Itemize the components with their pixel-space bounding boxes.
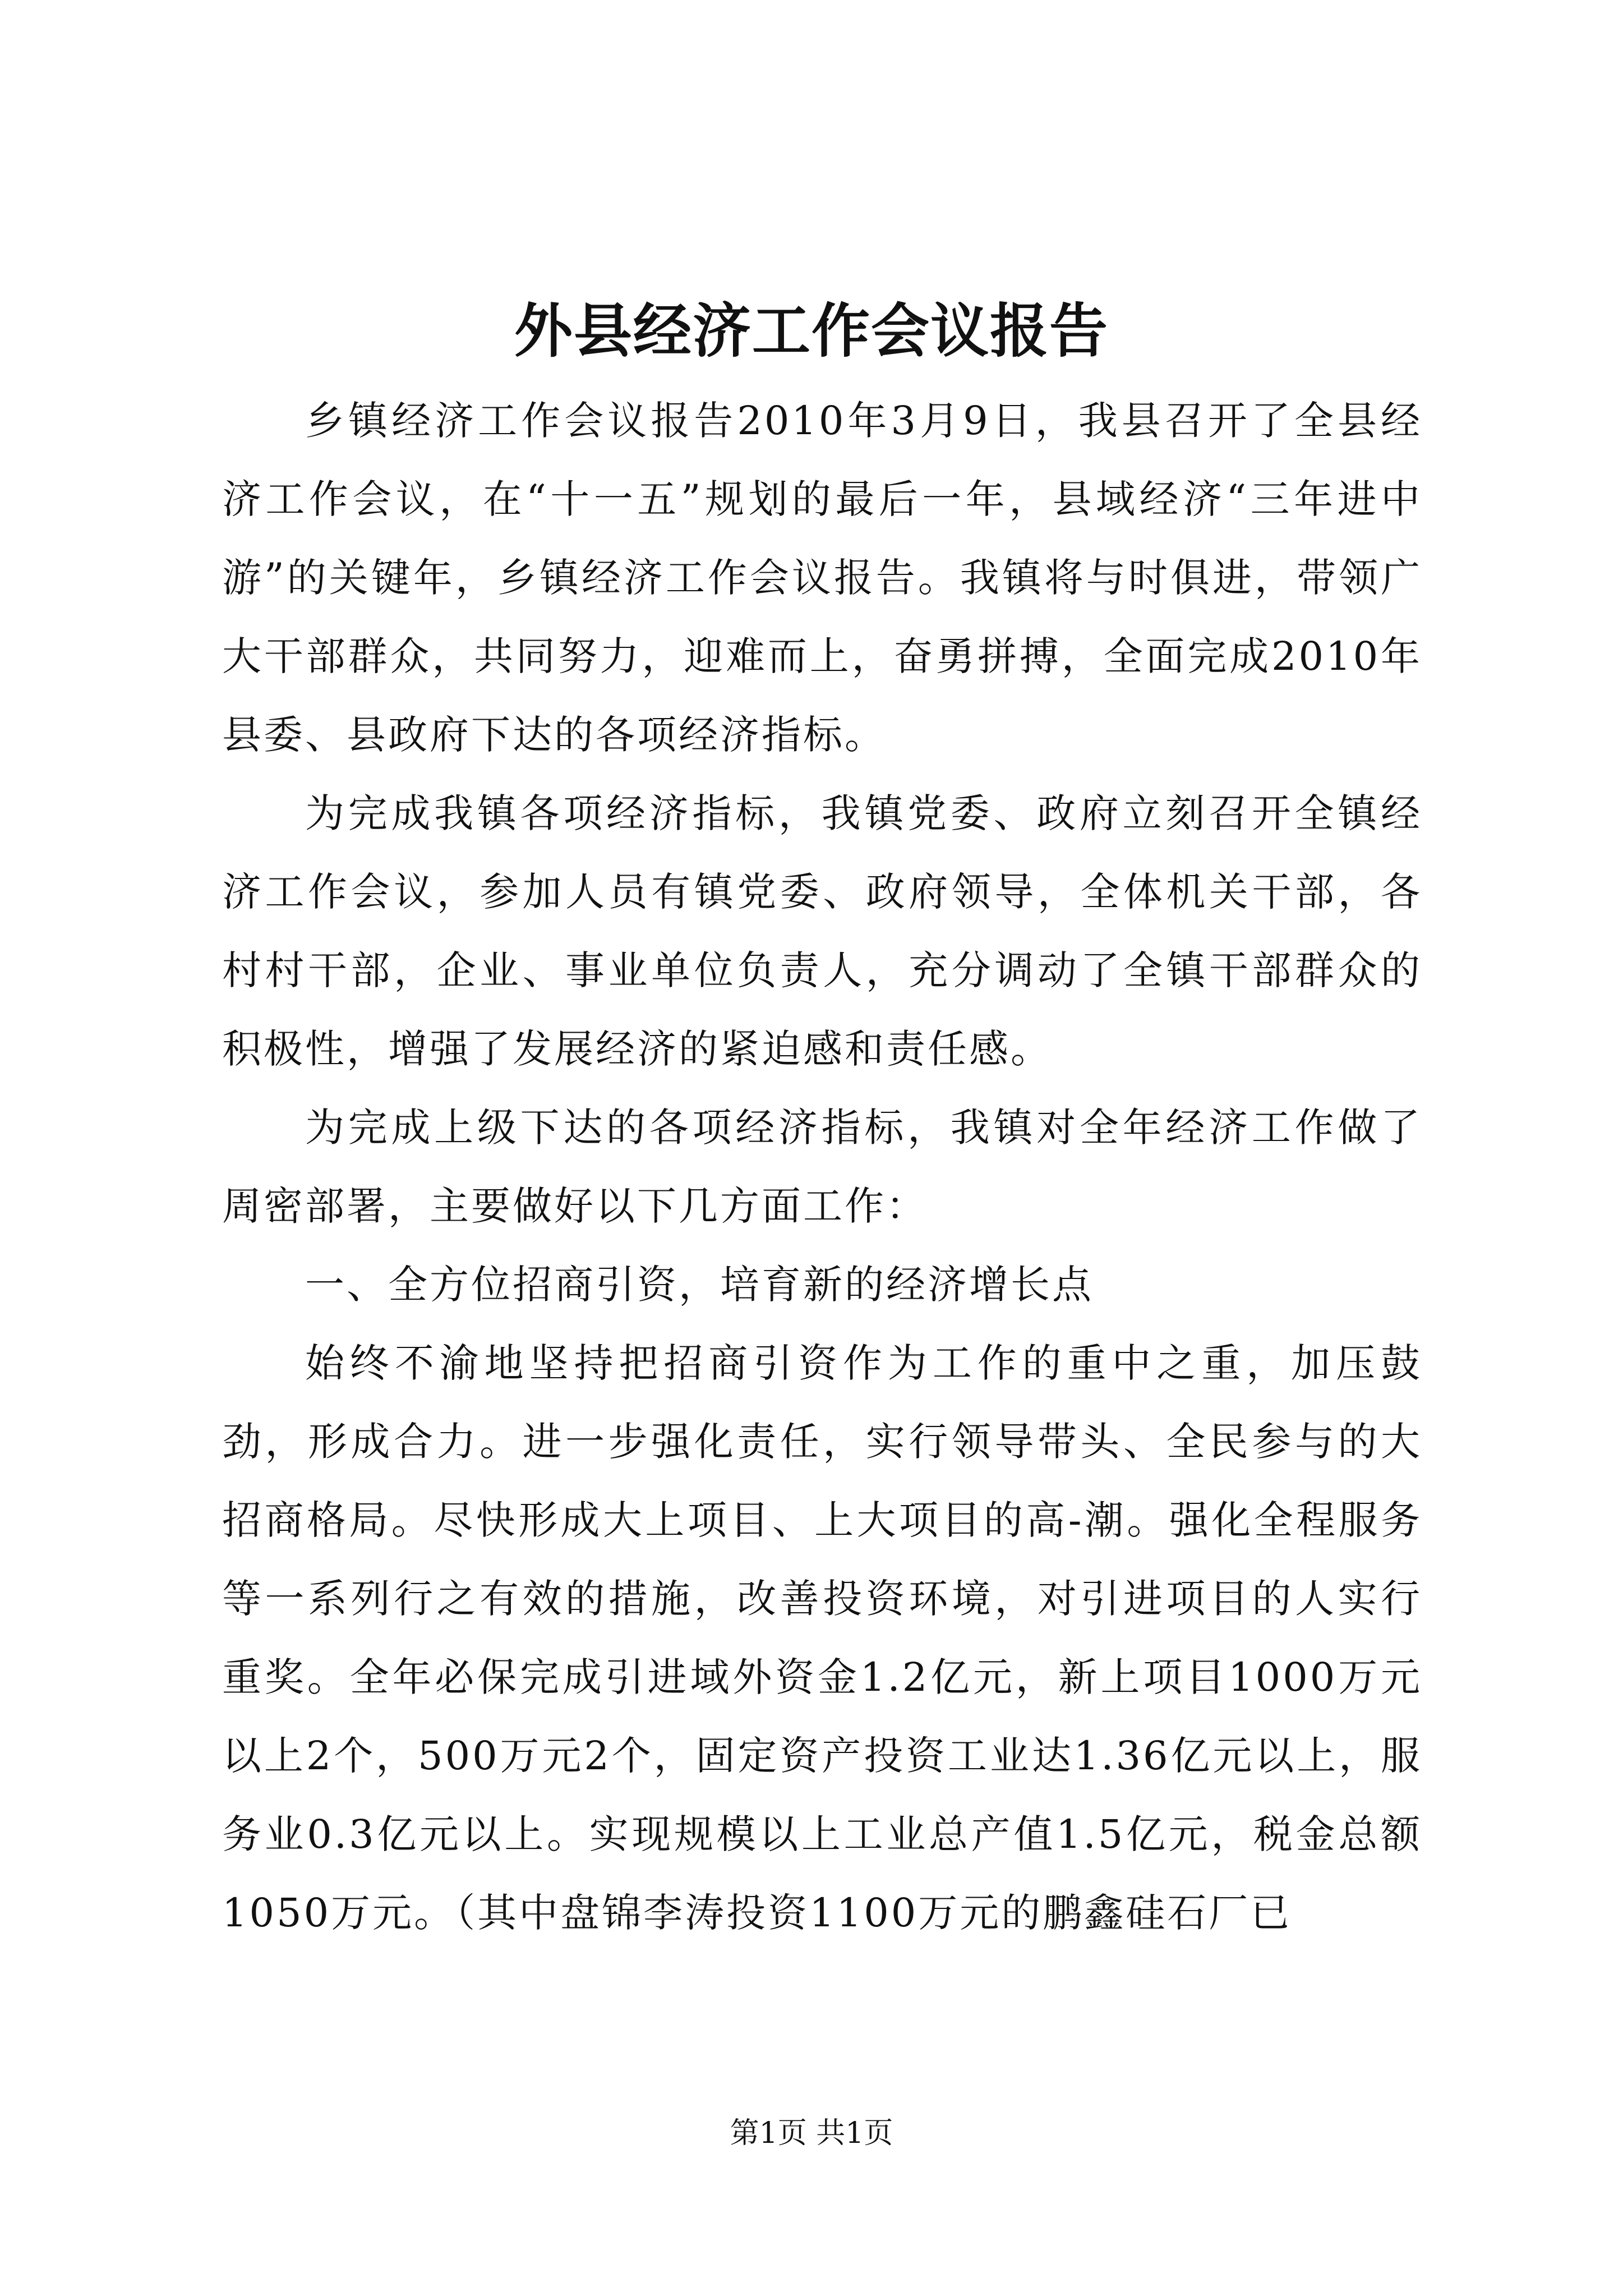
document-body [222,381,1422,1952]
document-title: 外县经济工作会议报告 [514,296,1109,365]
paragraph-4: 始终不渝地坚持把招商引资作为工作的重中之重，加压鼓劲，形成合力。进一步强化责任，实行领导带头、全民参与的大招商格局。尽快形成大上项目、上大项目的高-潮。强化全程服务等一系列行之有效的措施，改善投资环境，对引进项目的人实行重奖。全年必保完成引进域外资金1.2亿元，新上项目1000万元以上2个，500万元2个，固定资产投资工业达1.36亿元以上，服务业0.3亿元以上。实现规模以上工业总产值1.5亿元，税金总额1050万元。（其中盘锦李涛投资1100万元的鹏鑫硅石厂已 [222,1340,1422,1936]
section-heading: 一、全方位招商引资，培育新的经济增长点 [305,1262,1094,1308]
page-footer: 第1页 共1页 [730,2116,893,2150]
paragraph-1: 乡镇经济工作会议报告2010年3月9日，我县召开了全县经济工作会议，在“十一五”规划的最后一年，县域经济“三年进中游”的关键年，乡镇经济工作会议报告。我镇将与时俱进，带领广大干部群众，共同努力，迎难而上，奋勇拼搏，全面完成2010年县委、县政府下达的各项经济指标。 [222,398,1422,758]
paragraph-2: 为完成我镇各项经济指标，我镇党委、政府立刻召开全镇经济工作会议，参加人员有镇党委、政府领导，全体机关干部，各村村干部，企业、事业单位负责人，充分调动了全镇干部群众的积极性，增强了发展经济的紧迫感和责任感。 [222,790,1422,1072]
paragraph-3: 为完成上级下达的各项经济指标，我镇对全年经济工作做了周密部署，主要做好以下几方面工作： [222,1105,1422,1229]
